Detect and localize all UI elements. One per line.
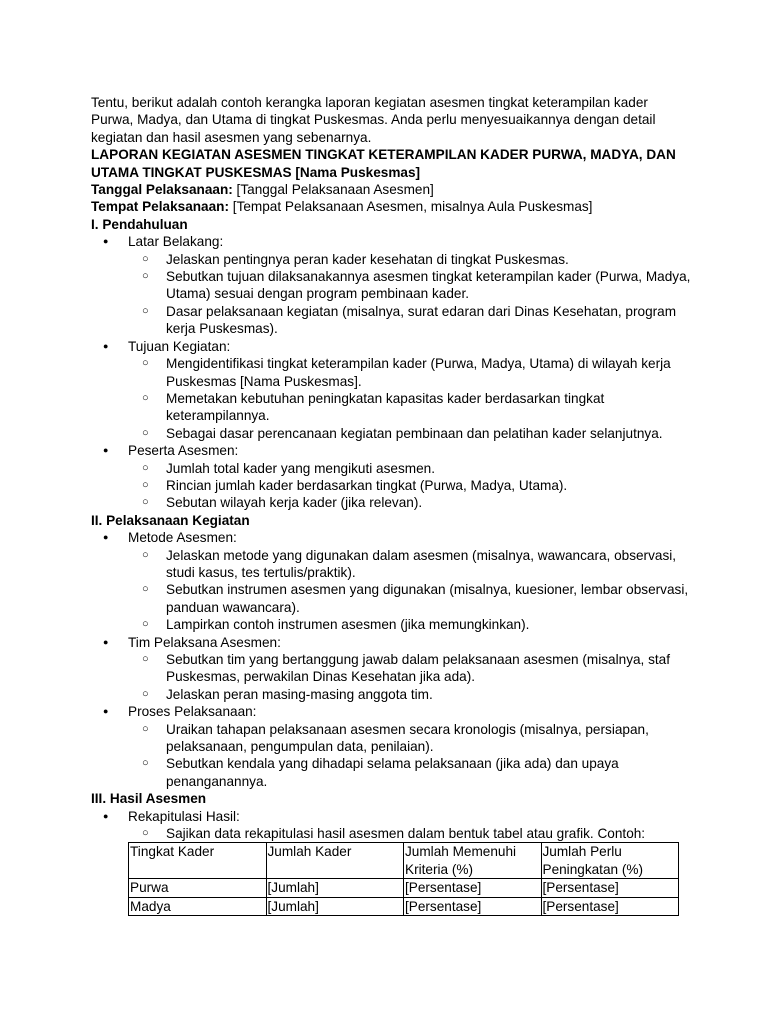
item-label: Latar Belakang: [128,234,224,250]
sub-item: ○ Uraikan tahapan pelaksanaan asesmen secara kronologis (misalnya, persiapan, pelaksanaan, pengumpulan data, penilaian). [128,721,691,756]
sub-item: ○ Sebutkan instrumen asesmen yang digunakan (misalnya, kuesioner, lembar observasi, panduan wawancara). [128,581,691,616]
table-cell: [Persentase] [404,879,542,897]
list-item [91,338,691,442]
sub-item: ○ Rincian jumlah kader berdasarkan tingkat (Purwa, Madya, Utama). [128,477,691,494]
table-row [129,879,679,897]
section-heading: II. Pelaksanaan Kegiatan [91,512,250,528]
list-item [91,703,691,790]
document-page [91,94,691,916]
sub-item: ○ Dasar pelaksanaan kegiatan (misalnya, surat edaran dari Dinas Kesehatan, program kerja Puskesmas). [128,303,691,338]
list-item [91,233,691,337]
item-label: Proses Pelaksanaan: [128,704,257,720]
sub-item: ○ Lampirkan contoh instrumen asesmen (jika memungkinkan). [128,616,691,633]
sub-item: ○ Memetakan kebutuhan peningkatan kapasitas kader berdasarkan tingkat keterampilannya. [128,390,691,425]
list-item [91,634,691,704]
sub-list [128,460,691,512]
sub-list [128,825,691,842]
item-label: Rekapitulasi Hasil: [128,808,240,824]
sub-item: ○ Sajikan data rekapitulasi hasil asesmen dalam bentuk tabel atau grafik. Contoh: [128,825,691,842]
table-cell: [Jumlah] [266,879,404,897]
sub-item: ○ Sebutkan tim yang bertanggung jawab dalam pelaksanaan asesmen (misalnya, staf Puskesmas, perwakilan Dinas Kesehatan jika ada). [128,651,691,686]
intro-paragraph: Tentu, berikut adalah contoh kerangka laporan kegiatan asesmen tingkat keterampilan kader Purwa, Madya, dan Utama di tingkat Puskesmas. Anda perlu menyesuaikannya dengan detail kegiatan dan hasil asesmen yang sebenarnya. [91,95,656,145]
table-cell: Purwa [129,879,267,897]
table-header-row [129,843,679,879]
table-header-cell: Jumlah Memenuhi Kriteria (%) [404,843,542,879]
section-list [91,529,691,790]
section-heading: I. Pendahuluan [91,216,188,232]
table-row [129,897,679,915]
sub-item: ○ Jelaskan pentingnya peran kader kesehatan di tingkat Puskesmas. [128,251,691,268]
table-cell: [Persentase] [541,897,679,915]
table-header-cell: Tingkat Kader [129,843,267,879]
section-heading: III. Hasil Asesmen [91,791,207,807]
table-cell: [Persentase] [541,879,679,897]
list-item [91,442,691,512]
tanggal-label: Tanggal Pelaksanaan: [91,182,233,198]
table-header-cell: Jumlah Kader [266,843,404,879]
sub-item: ○ Jelaskan peran masing-masing anggota tim. [128,686,691,703]
item-label: Metode Asesmen: [128,530,237,546]
report-title: LAPORAN KEGIATAN ASESMEN TINGKAT KETERAMPILAN KADER PURWA, MADYA, DAN UTAMA TINGKAT PUSKESMAS [Nama Puskesmas] [91,147,676,180]
sub-item: ○ Sebagai dasar perencanaan kegiatan pembinaan dan pelatihan kader selanjutnya. [128,425,691,442]
item-label: Tim Pelaksana Asesmen: [128,634,281,650]
item-label: Peserta Asesmen: [128,443,239,459]
sub-item: ○ Mengidentifikasi tingkat keterampilan kader (Purwa, Madya, Utama) di wilayah kerja Puskesmas [Nama Puskesmas]. [128,355,691,390]
tanggal-value: [Tanggal Pelaksanaan Asesmen] [232,182,434,198]
recap-table [128,842,679,916]
sub-list [128,355,691,442]
tempat-label: Tempat Pelaksanaan: [91,199,230,215]
table-header-cell: Jumlah Perlu Peningkatan (%) [541,843,679,879]
sub-list [128,721,691,791]
tempat-line [91,198,691,215]
sub-item: ○ Jumlah total kader yang mengikuti asesmen. [128,460,691,477]
section-list [91,233,691,512]
sub-list [128,547,691,634]
recap-table-wrapper [128,842,691,916]
sub-item: ○ Sebutkan tujuan dilaksanakannya asesmen tingkat keterampilan kader (Purwa, Madya, Utama) sesuai dengan program pembinaan kader. [128,268,691,303]
table-cell: Madya [129,897,267,915]
sub-item: ○ Sebutan wilayah kerja kader (jika relevan). [128,494,691,511]
tanggal-line [91,181,691,198]
table-cell: [Persentase] [404,897,542,915]
section-list [91,808,691,843]
list-item [91,808,691,843]
list-item [91,529,691,633]
item-label: Tujuan Kegiatan: [128,338,231,354]
sub-item: ○ Jelaskan metode yang digunakan dalam asesmen (misalnya, wawancara, observasi, studi kasus, tes tertulis/praktik). [128,547,691,582]
sub-list [128,251,691,338]
sub-list [128,651,691,703]
table-cell: [Jumlah] [266,897,404,915]
sub-item: ○ Sebutkan kendala yang dihadapi selama pelaksanaan (jika ada) dan upaya penanganannya. [128,755,691,790]
tempat-value: [Tempat Pelaksanaan Asesmen, misalnya Aula Puskesmas] [229,199,593,215]
